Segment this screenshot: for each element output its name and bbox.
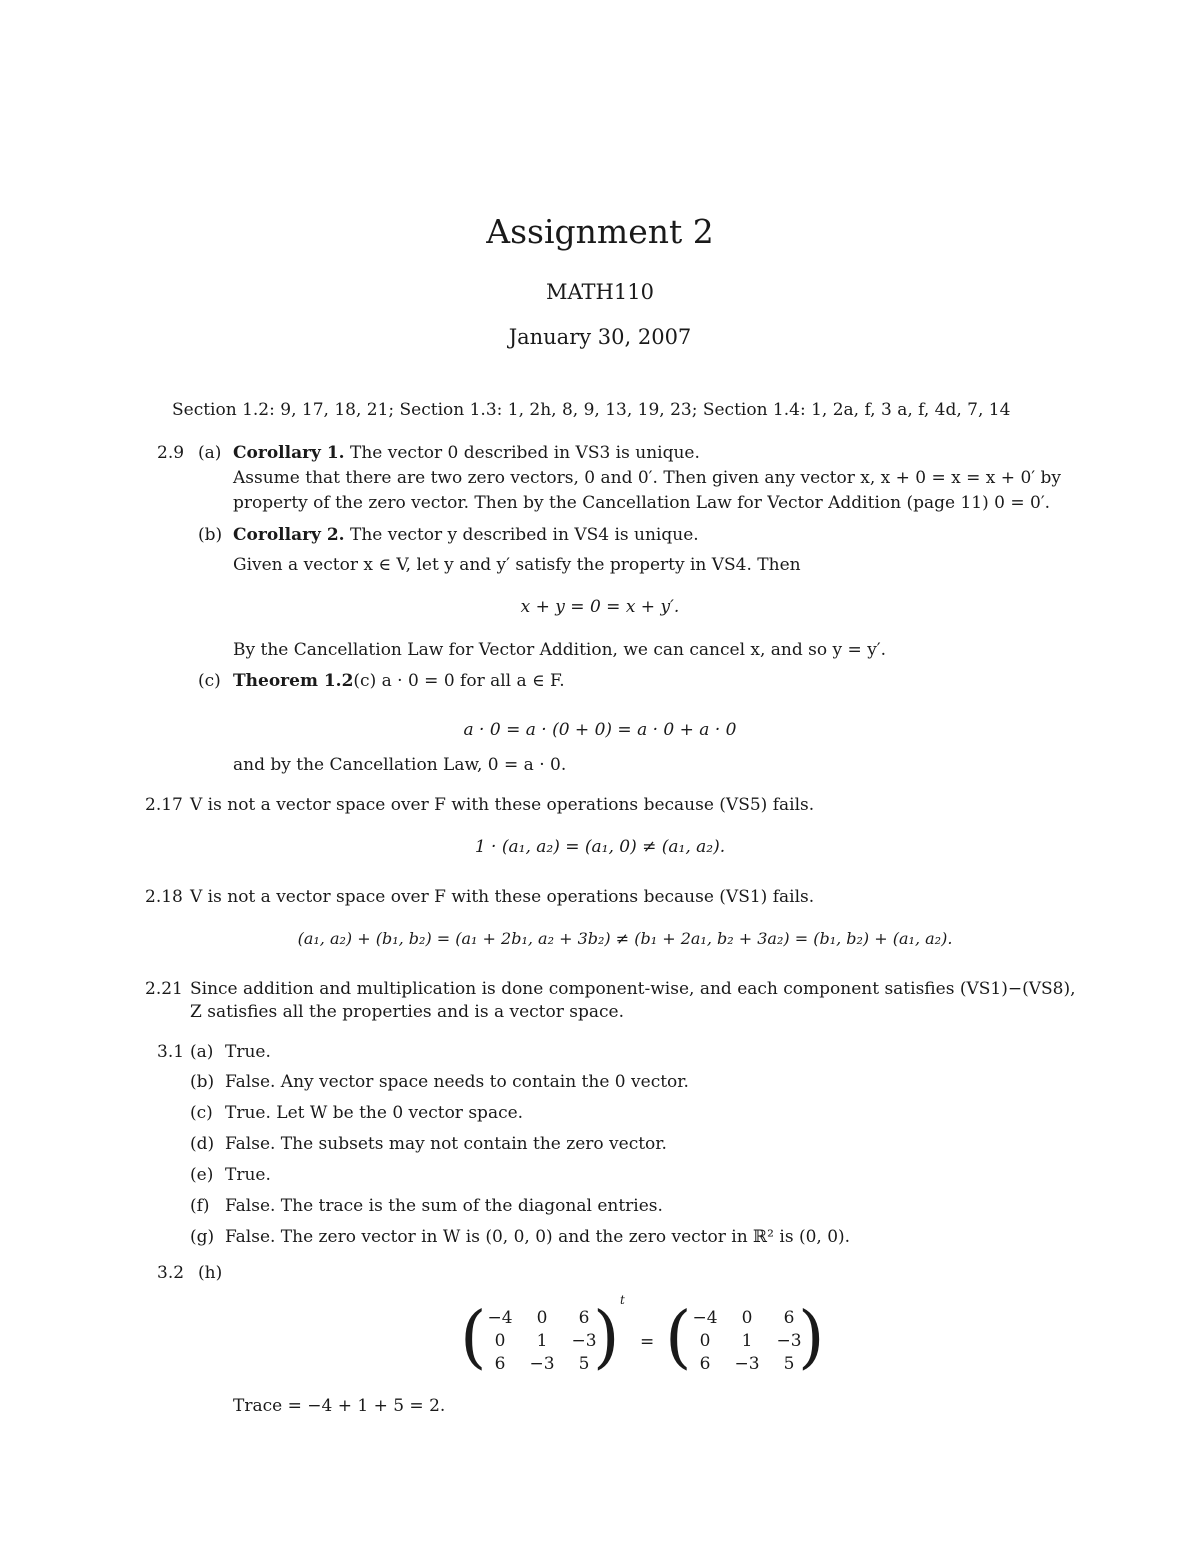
display-equation: (a₁, a₂) + (b₁, b₂) = (a₁ + 2b₁, a₂ + 3b₂) ≠ (b₁ + 2a₁, b₂ + 3a₂) = (b₁, b₂) + (a₁, a₂). bbox=[297, 929, 953, 948]
right-paren: ) bbox=[593, 1298, 620, 1377]
corollary-title: Corollary 1. bbox=[233, 443, 345, 463]
theorem-heading bbox=[233, 671, 565, 691]
part-label: (d) bbox=[190, 1134, 215, 1154]
display-equation: 1 · (a₁, a₂) = (a₁, 0) ≠ (a₁, a₂). bbox=[474, 837, 726, 857]
problem-number: 3.2 bbox=[157, 1263, 185, 1283]
answer-text: False. The subsets may not contain the zero vector. bbox=[225, 1134, 667, 1154]
part-label: (h) bbox=[198, 1263, 223, 1283]
problem-number: 2.18 bbox=[145, 887, 183, 907]
problem-text: Z satisfies all the properties and is a vector space. bbox=[190, 1002, 625, 1022]
part-label: (b) bbox=[198, 525, 223, 545]
answer-text: True. Let W be the 0 vector space. bbox=[225, 1103, 524, 1123]
corollary-statement: The vector 0 described in VS3 is unique. bbox=[350, 443, 700, 463]
matrix-cell: −4 bbox=[487, 1308, 513, 1328]
equals-sign: = bbox=[640, 1332, 655, 1352]
matrix-cell: 6 bbox=[699, 1354, 711, 1374]
left-paren: ( bbox=[460, 1298, 487, 1377]
proof-line: and by the Cancellation Law, 0 = a · 0. bbox=[233, 755, 567, 775]
matrix-right bbox=[665, 1300, 825, 1380]
corollary-title: Corollary 2. bbox=[233, 525, 345, 545]
matrix-cell: −3 bbox=[776, 1331, 802, 1351]
answer-text: False. Any vector space needs to contain the 0 vector. bbox=[225, 1072, 689, 1092]
corollary-heading bbox=[233, 525, 699, 545]
problem-number: 2.17 bbox=[145, 795, 183, 815]
part-label: (b) bbox=[190, 1072, 215, 1092]
corollary-heading bbox=[233, 443, 700, 463]
left-paren: ( bbox=[665, 1298, 692, 1377]
matrix-cell: 6 bbox=[783, 1308, 795, 1328]
problem-text: V is not a vector space over F with these operations because (VS5) fails. bbox=[190, 795, 815, 815]
answer-text: False. The zero vector in W is (0, 0, 0) and the zero vector in ℝ² is (0, 0). bbox=[225, 1227, 851, 1247]
theorem-title: Theorem 1.2 bbox=[233, 671, 354, 691]
right-paren: ) bbox=[798, 1298, 825, 1377]
part-label: (f) bbox=[190, 1196, 210, 1216]
theorem-statement: (c) a · 0 = 0 for all a ∈ F. bbox=[353, 671, 565, 691]
part-label: (a) bbox=[190, 1042, 214, 1062]
course-code: MATH110 bbox=[546, 280, 654, 304]
matrix-cell: −4 bbox=[692, 1308, 718, 1328]
answer-text: False. The trace is the sum of the diagonal entries. bbox=[225, 1196, 663, 1216]
matrix-cell: 0 bbox=[741, 1308, 753, 1328]
corollary-statement: The vector y described in VS4 is unique. bbox=[350, 525, 699, 545]
assigned-problems: Section 1.2: 9, 17, 18, 21; Section 1.3: 1, 2h, 8, 9, 13, 19, 23; Section 1.4: 1, 2a, f, 3 a, f, 4d, 7, 14 bbox=[172, 400, 1011, 420]
matrix-cell: −3 bbox=[529, 1354, 555, 1374]
trace-result: Trace = −4 + 1 + 5 = 2. bbox=[233, 1396, 446, 1416]
part-label: (c) bbox=[190, 1103, 213, 1123]
problem-text: Since addition and multiplication is done component-wise, and each component satisfies (VS1)−(VS8), bbox=[190, 979, 1076, 999]
matrix-cell: −3 bbox=[571, 1331, 597, 1351]
part-label: (a) bbox=[198, 443, 222, 463]
problem-text: V is not a vector space over F with these operations because (VS1) fails. bbox=[190, 887, 815, 907]
matrix-cell: 6 bbox=[578, 1308, 590, 1328]
matrix-cell: −3 bbox=[734, 1354, 760, 1374]
proof-line: By the Cancellation Law for Vector Addition, we can cancel x, and so y = y′. bbox=[233, 640, 887, 660]
document-title: Assignment 2 bbox=[486, 212, 714, 251]
proof-line: Assume that there are two zero vectors, 0 and 0′. Then given any vector x, x + 0 = x = x + 0′ by bbox=[233, 468, 1062, 488]
matrix-cell: 6 bbox=[494, 1354, 506, 1374]
problem-number: 3.1 bbox=[157, 1042, 185, 1062]
answer-text: True. bbox=[225, 1165, 271, 1185]
matrix-cell: 0 bbox=[536, 1308, 548, 1328]
answer-text: True. bbox=[225, 1042, 271, 1062]
matrix-cell: 1 bbox=[741, 1331, 753, 1351]
part-label: (e) bbox=[190, 1165, 214, 1185]
matrix-left bbox=[460, 1300, 620, 1380]
matrix-cell: 0 bbox=[699, 1331, 711, 1351]
display-equation: x + y = 0 = x + y′. bbox=[520, 597, 680, 617]
matrix-cell: 5 bbox=[578, 1354, 590, 1374]
transpose-mark: t bbox=[620, 1293, 625, 1307]
matrix-cell: 1 bbox=[536, 1331, 548, 1351]
part-label: (g) bbox=[190, 1227, 215, 1247]
document-date: January 30, 2007 bbox=[508, 325, 692, 349]
problem-number: 2.21 bbox=[145, 979, 183, 999]
proof-line: property of the zero vector. Then by the Cancellation Law for Vector Addition (page 11) 0 = 0′. bbox=[233, 493, 1051, 513]
matrix-cell: 5 bbox=[783, 1354, 795, 1374]
part-label: (c) bbox=[198, 671, 221, 691]
display-equation: a · 0 = a · (0 + 0) = a · 0 + a · 0 bbox=[463, 720, 737, 740]
matrix-cell: 0 bbox=[494, 1331, 506, 1351]
proof-line: Given a vector x ∈ V, let y and y′ satisfy the property in VS4. Then bbox=[233, 555, 801, 575]
problem-number: 2.9 bbox=[157, 443, 185, 463]
